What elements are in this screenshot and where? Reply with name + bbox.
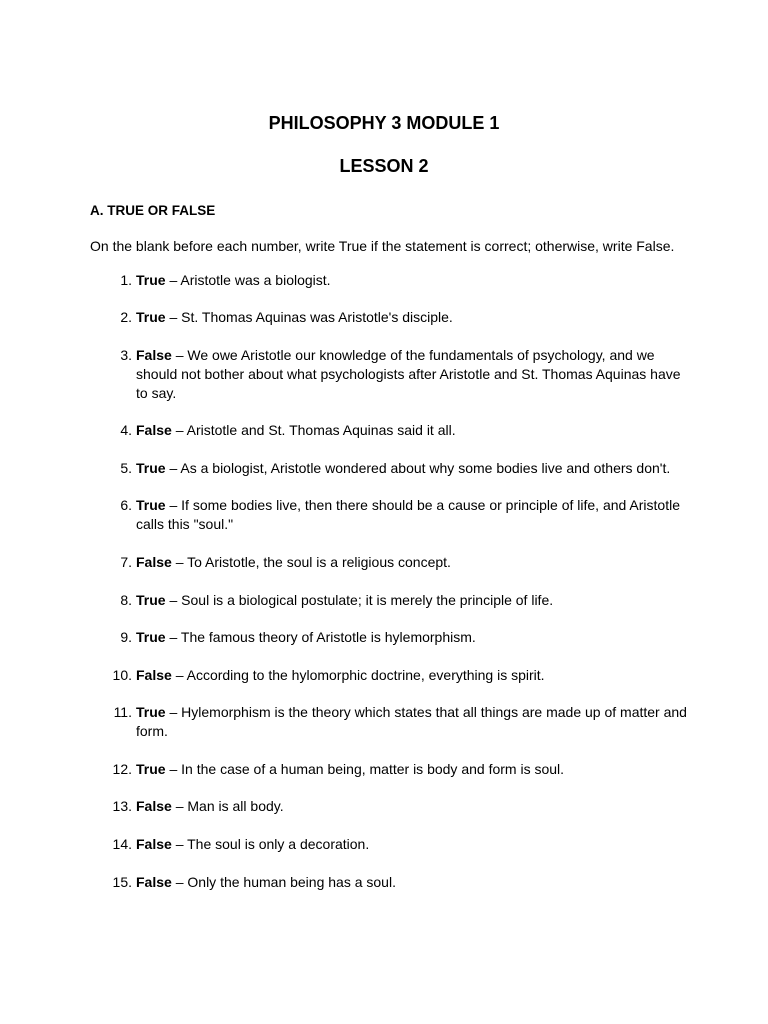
item-answer: True <box>136 704 166 720</box>
list-item: 1. True – Aristotle was a biologist. <box>108 271 688 290</box>
item-number: 9. <box>120 629 132 645</box>
item-answer: False <box>136 836 172 852</box>
item-answer: True <box>136 272 166 288</box>
item-statement: If some bodies live, then there should be a cause or principle of life, and Aristotle calls this "soul." <box>136 497 681 532</box>
item-answer: True <box>136 592 166 608</box>
item-statement: Aristotle and St. Thomas Aquinas said it all. <box>186 422 456 438</box>
item-answer: False <box>136 798 172 814</box>
item-statement: Only the human being has a soul. <box>187 874 396 890</box>
item-answer: True <box>136 629 166 645</box>
item-number: 11. <box>113 704 132 720</box>
item-statement: According to the hylomorphic doctrine, everything is spirit. <box>186 667 545 683</box>
list-item: 8. True – Soul is a biological postulate; it is merely the principle of life. <box>108 591 688 610</box>
item-answer: True <box>136 309 166 325</box>
item-number: 8. <box>120 592 132 608</box>
list-item: 12. True – In the case of a human being, matter is body and form is soul. <box>108 760 688 779</box>
item-answer: False <box>136 874 172 890</box>
item-number: 15. <box>112 874 132 890</box>
item-answer: True <box>136 460 166 476</box>
item-number: 13. <box>112 798 132 814</box>
lesson-subtitle: LESSON 2 <box>339 156 429 176</box>
item-answer: False <box>136 667 172 683</box>
list-item: 5. True – As a biologist, Aristotle wondered about why some bodies live and others don't. <box>108 459 688 478</box>
item-number: 2. <box>120 309 132 325</box>
document-title: PHILOSOPHY 3 MODULE 1 <box>268 113 500 133</box>
list-item: 2. True – St. Thomas Aquinas was Aristotle's disciple. <box>108 308 688 327</box>
list-item: 14. False – The soul is only a decoration. <box>108 835 688 854</box>
list-item: 13. False – Man is all body. <box>108 797 688 816</box>
item-number: 12. <box>112 761 132 777</box>
item-statement: Hylemorphism is the theory which states that all things are made up of matter and form. <box>136 704 687 739</box>
item-statement: As a biologist, Aristotle wondered about why some bodies live and others don't. <box>180 460 671 476</box>
item-number: 3. <box>120 347 132 363</box>
item-number: 14. <box>112 836 132 852</box>
list-item: 7. False – To Aristotle, the soul is a religious concept. <box>108 553 688 572</box>
list-item: 11. True – Hylemorphism is the theory which states that all things are made up of matter and form. <box>108 703 688 741</box>
item-number: 5. <box>120 460 132 476</box>
list-item: 15. False – Only the human being has a soul. <box>108 873 688 892</box>
item-number: 7. <box>120 554 132 570</box>
item-number: 6. <box>120 497 132 513</box>
list-item: 4. False – Aristotle and St. Thomas Aquinas said it all. <box>108 421 688 440</box>
list-item: 3. False – We owe Aristotle our knowledge of the fundamentals of psychology, and we should not bother about what psychologists after Aristotle and St. Thomas Aquinas have to say. <box>108 346 688 403</box>
item-statement: To Aristotle, the soul is a religious concept. <box>187 554 451 570</box>
item-number: 1. <box>120 272 132 288</box>
item-answer: True <box>136 761 166 777</box>
section-heading: A. TRUE OR FALSE <box>90 203 216 218</box>
list-item: 6. True – If some bodies live, then there should be a cause or principle of life, and Aristotle calls this "soul." <box>108 496 688 534</box>
item-statement: The soul is only a decoration. <box>187 836 370 852</box>
item-answer: True <box>136 497 166 513</box>
item-statement: Soul is a biological postulate; it is merely the principle of life. <box>181 592 554 608</box>
item-statement: We owe Aristotle our knowledge of the fundamentals of psychology, and we should not bother about what psychologists after Aristotle and St. Thomas Aquinas have to say. <box>136 347 681 401</box>
item-statement: Man is all body. <box>187 798 284 814</box>
item-statement: St. Thomas Aquinas was Aristotle's disciple. <box>181 309 453 325</box>
item-statement: The famous theory of Aristotle is hylemorphism. <box>180 629 476 645</box>
item-statement: In the case of a human being, matter is body and form is soul. <box>181 761 565 777</box>
item-answer: False <box>136 347 172 363</box>
item-statement: Aristotle was a biologist. <box>180 272 331 288</box>
instructions-text: On the blank before each number, write True if the statement is correct; otherwise, write False. <box>90 238 675 254</box>
item-answer: False <box>136 422 172 438</box>
item-number: 4. <box>120 422 132 438</box>
list-item: 9. True – The famous theory of Aristotle is hylemorphism. <box>108 628 688 647</box>
list-item: 10. False – According to the hylomorphic doctrine, everything is spirit. <box>108 666 688 685</box>
item-number: 10. <box>112 667 132 683</box>
item-answer: False <box>136 554 172 570</box>
